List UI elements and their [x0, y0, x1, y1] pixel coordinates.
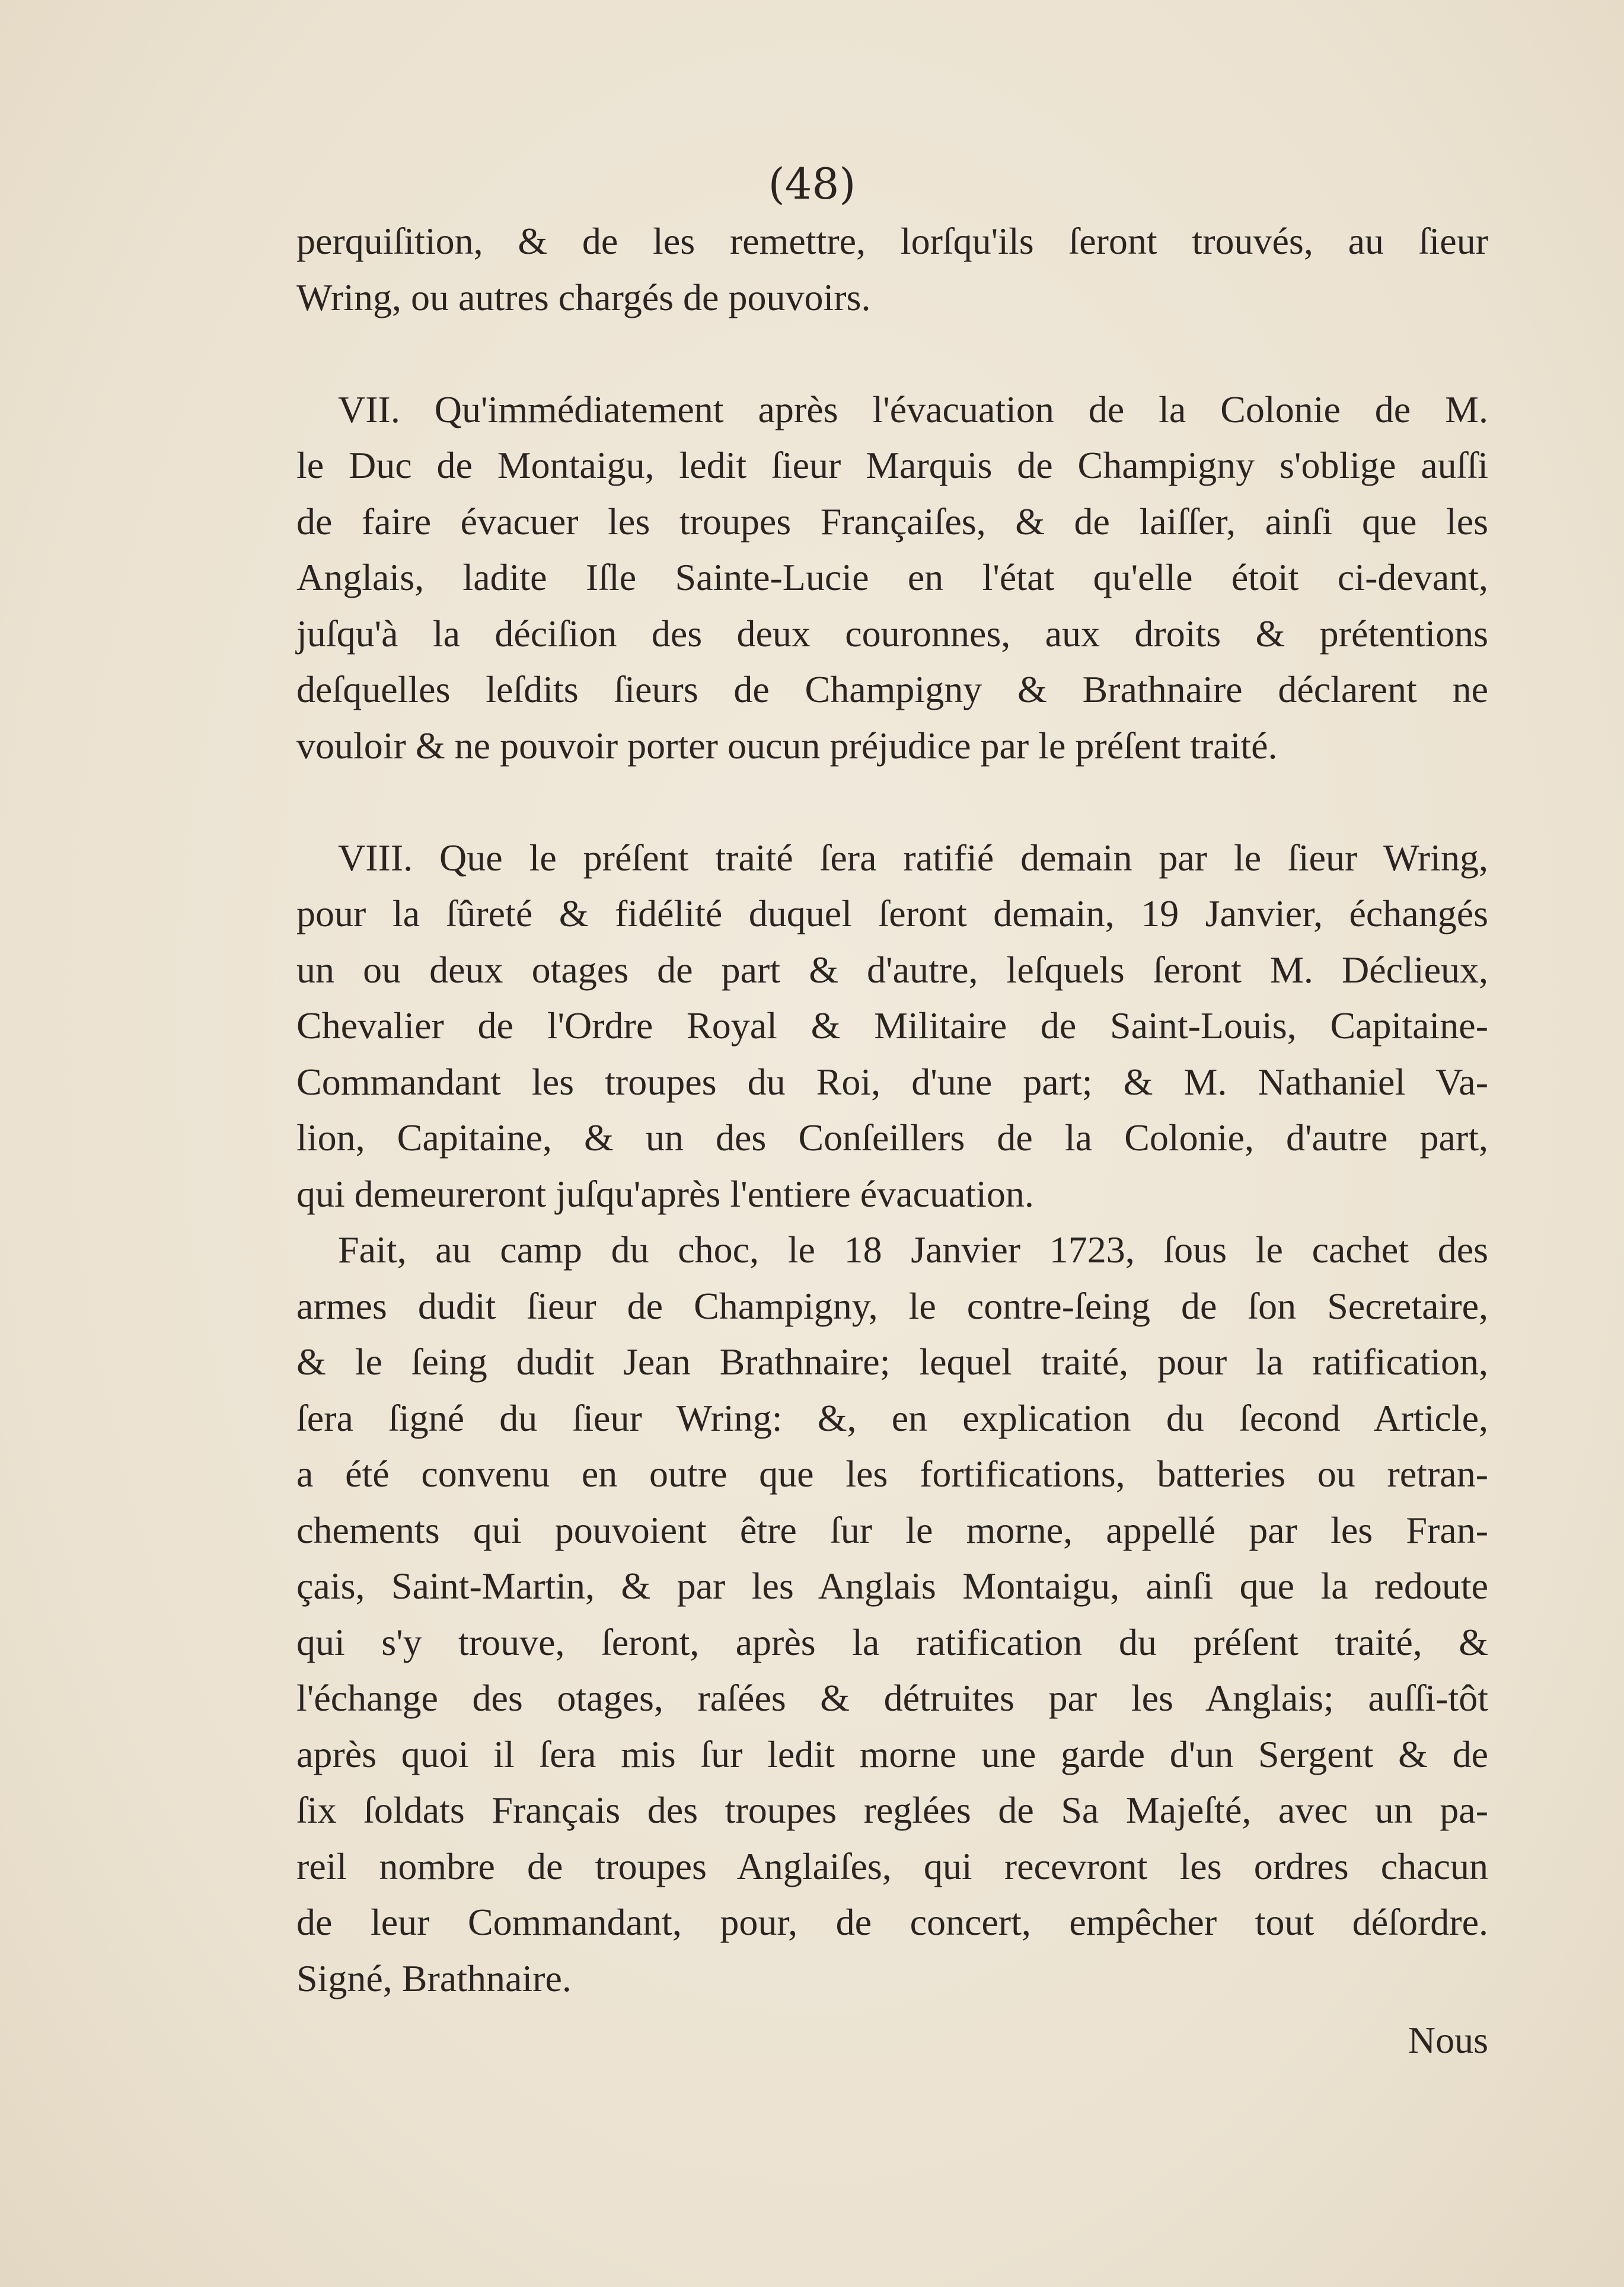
text-line: Chevalier de l'Ordre Royal & Militaire de Saint-Louis, Capitaine- [296, 1004, 1488, 1047]
text-line: a été convenu en outre que les fortifications, batteries ou retran- [296, 1453, 1488, 1495]
text-line: le Duc de Montaigu, ledit ſieur Marquis de Champigny s'oblige auſſi [296, 444, 1488, 486]
text-line: qui demeureront juſqu'après l'entiere évacuation. [296, 1172, 1034, 1215]
text-line: Wring, ou autres chargés de pouvoirs. [296, 276, 871, 318]
text-line: l'échange des otages, raſées & détruites par les Anglais; auſſi-tôt [296, 1677, 1488, 1719]
text-line: pour la ſûreté & fidélité duquel ſeront demain, 19 Janvier, échangés [296, 892, 1488, 934]
text-line: armes dudit ſieur de Champigny, le contre-ſeing de ſon Secretaire, [296, 1284, 1488, 1327]
text-line: perquiſition, & de les remettre, lorſqu'ils ſeront trouvés, au ſieur [296, 220, 1488, 262]
text-line: çais, Saint-Martin, & par les Anglais Montaigu, ainſi que la redoute [296, 1565, 1488, 1607]
paragraph-gap [296, 326, 1488, 382]
article-vii-first-line: VII. Qu'immédiatement après l'évacuation de la Colonie de M. [338, 388, 1488, 430]
catchword: Nous [1408, 2019, 1488, 2061]
text-line: Anglais, ladite Iſle Sainte-Lucie en l'état qu'elle étoit ci-devant, [296, 556, 1488, 598]
text-line: de faire évacuer les troupes Françaiſes, & de laiſſer, ainſi que les [296, 500, 1488, 543]
fait-paragraph-first-line: Fait, au camp du choc, le 18 Janvier 1723, ſous le cachet des [338, 1229, 1488, 1271]
text-line: un ou deux otages de part & d'autre, leſquels ſeront M. Déclieux, [296, 948, 1488, 991]
text-line: qui s'y trouve, ſeront, après la ratification du préſent traité, & [296, 1621, 1488, 1663]
text-line: deſquelles leſdits ſieurs de Champigny & Brathnaire déclarent ne [296, 668, 1488, 710]
text-line: reil nombre de troupes Anglaiſes, qui recevront les ordres chacun [296, 1845, 1488, 1887]
text-line: ſix ſoldats Français des troupes reglées de Sa Majeſté, avec un pa- [296, 1789, 1488, 1831]
signature-line: Signé, Brathnaire. [296, 1957, 572, 1999]
text-line: juſqu'à la déciſion des deux couronnes, aux droits & prétentions [296, 612, 1488, 655]
text-line: de leur Commandant, pour, de concert, empêcher tout déſordre. [296, 1901, 1488, 1943]
text-line: Commandant les troupes du Roi, d'une part; & M. Nathaniel Va- [296, 1060, 1488, 1103]
body-text [296, 213, 1488, 2069]
text-line: lion, Capitaine, & un des Conſeillers de la Colonie, d'autre part, [296, 1117, 1488, 1159]
text-line: ſera ſigné du ſieur Wring: &, en explication du ſecond Article, [296, 1396, 1488, 1439]
text-line: & le ſeing dudit Jean Brathnaire; lequel traité, pour la ratification, [296, 1341, 1488, 1383]
text-line: vouloir & ne pouvoir porter oucun préjudice par le préſent traité. [296, 724, 1278, 767]
text-line: après quoi il ſera mis ſur ledit morne une garde d'un Sergent & de [296, 1733, 1488, 1775]
text-line: chements qui pouvoient être ſur le morne, appellé par les Fran- [296, 1508, 1488, 1551]
paragraph-gap [296, 774, 1488, 830]
page-number: (48) [768, 159, 856, 209]
article-viii-first-line: VIII. Que le préſent traité ſera ratifié demain par le ſieur Wring, [338, 836, 1488, 879]
